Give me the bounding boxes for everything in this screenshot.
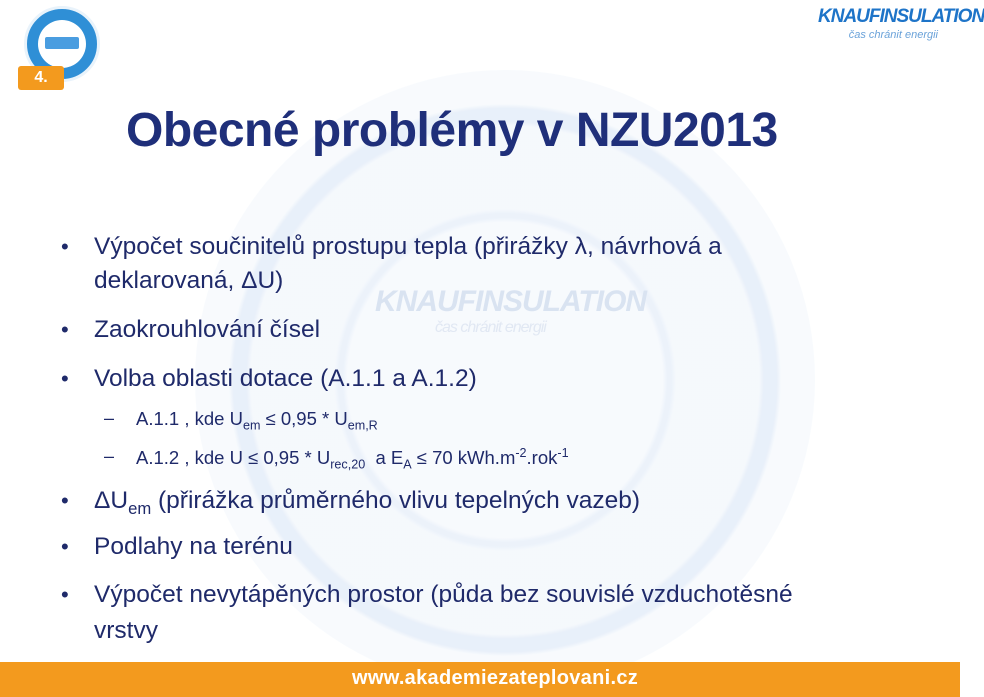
bullet-2-text: Zaokrouhlování čísel [94, 316, 321, 343]
sub-bullet-2-sup-c: -2 [515, 446, 527, 460]
brand-tagline: čas chránit energii [848, 29, 938, 41]
sub-bullet-2-text-d: .rok [526, 446, 558, 468]
bullet-5-text: Podlahy na terénu [94, 533, 293, 560]
sub-bullet-2-sub-a: rec,20 [330, 457, 366, 472]
bullet-4-text-b: (přirážka průměrného vlivu tepelných vazeb) [151, 487, 641, 514]
badge-center [38, 20, 86, 68]
sub-bullet-1-text-b: ≤ 0,95 * U [260, 408, 348, 429]
brand-name: KNAUFINSULATION [818, 6, 984, 27]
sub-bullet-2 [136, 446, 569, 471]
footer-url: www.akademiezateplovani.cz [352, 667, 639, 689]
sub-bullet-2-sup-d: -1 [557, 446, 569, 460]
slide-title: Obecné problémy v NZU2013 [126, 104, 778, 157]
knauf-insulation-logo [818, 6, 984, 50]
sub-bullet-1-sub-b: em,R [347, 418, 378, 433]
sub-bullet-2-text-a: A.1.2 , kde U ≤ 0,95 * U [136, 446, 331, 468]
akademie-badge-logo [18, 6, 106, 94]
sub-bullet-2-sub-b: A [403, 457, 412, 472]
bullet-4 [94, 484, 640, 526]
bullet-3-text: Volba oblasti dotace (A.1.1 a A.1.2) [94, 365, 477, 392]
watermark-logo-name: KNAUFINSULATION [375, 285, 647, 318]
bullet-3 [94, 362, 477, 396]
bullet-5 [94, 530, 293, 564]
bullet-2 [94, 313, 320, 347]
bullet-4-text-a: ΔU [94, 487, 129, 514]
badge-ribbon: 4. [18, 66, 64, 90]
sub-bullet-1 [136, 408, 378, 432]
bullet-6-line-1: Výpočet nevytápěných prostor (půda bez souvislé vzduchotěsné [94, 581, 793, 608]
bullet-1 [94, 230, 722, 264]
sub-bullet-1-text-a: A.1.1 , kde U [136, 408, 243, 429]
bullet-1-line-1: Výpočet součinitelů prostupu tepla (přirážky λ, návrhová a [94, 233, 722, 260]
bullet-6 [94, 578, 793, 612]
watermark-logo [375, 285, 647, 345]
bullet-6-continued [94, 614, 158, 648]
sub-bullet-1-sub-a: em [242, 418, 261, 433]
bullet-1-line-2: deklarovaná, ΔU) [94, 267, 284, 294]
bullet-6-line-2: vrstvy [94, 617, 158, 644]
sub-bullet-2-text-b: a E [365, 446, 404, 468]
sub-bullet-2-text-c: ≤ 70 kWh.m [411, 446, 516, 468]
bullet-1-continued [94, 264, 283, 298]
watermark-logo-tagline: čas chránit energii [435, 319, 546, 336]
bullet-4-sub: em [128, 498, 152, 518]
footer-bar [0, 662, 960, 697]
